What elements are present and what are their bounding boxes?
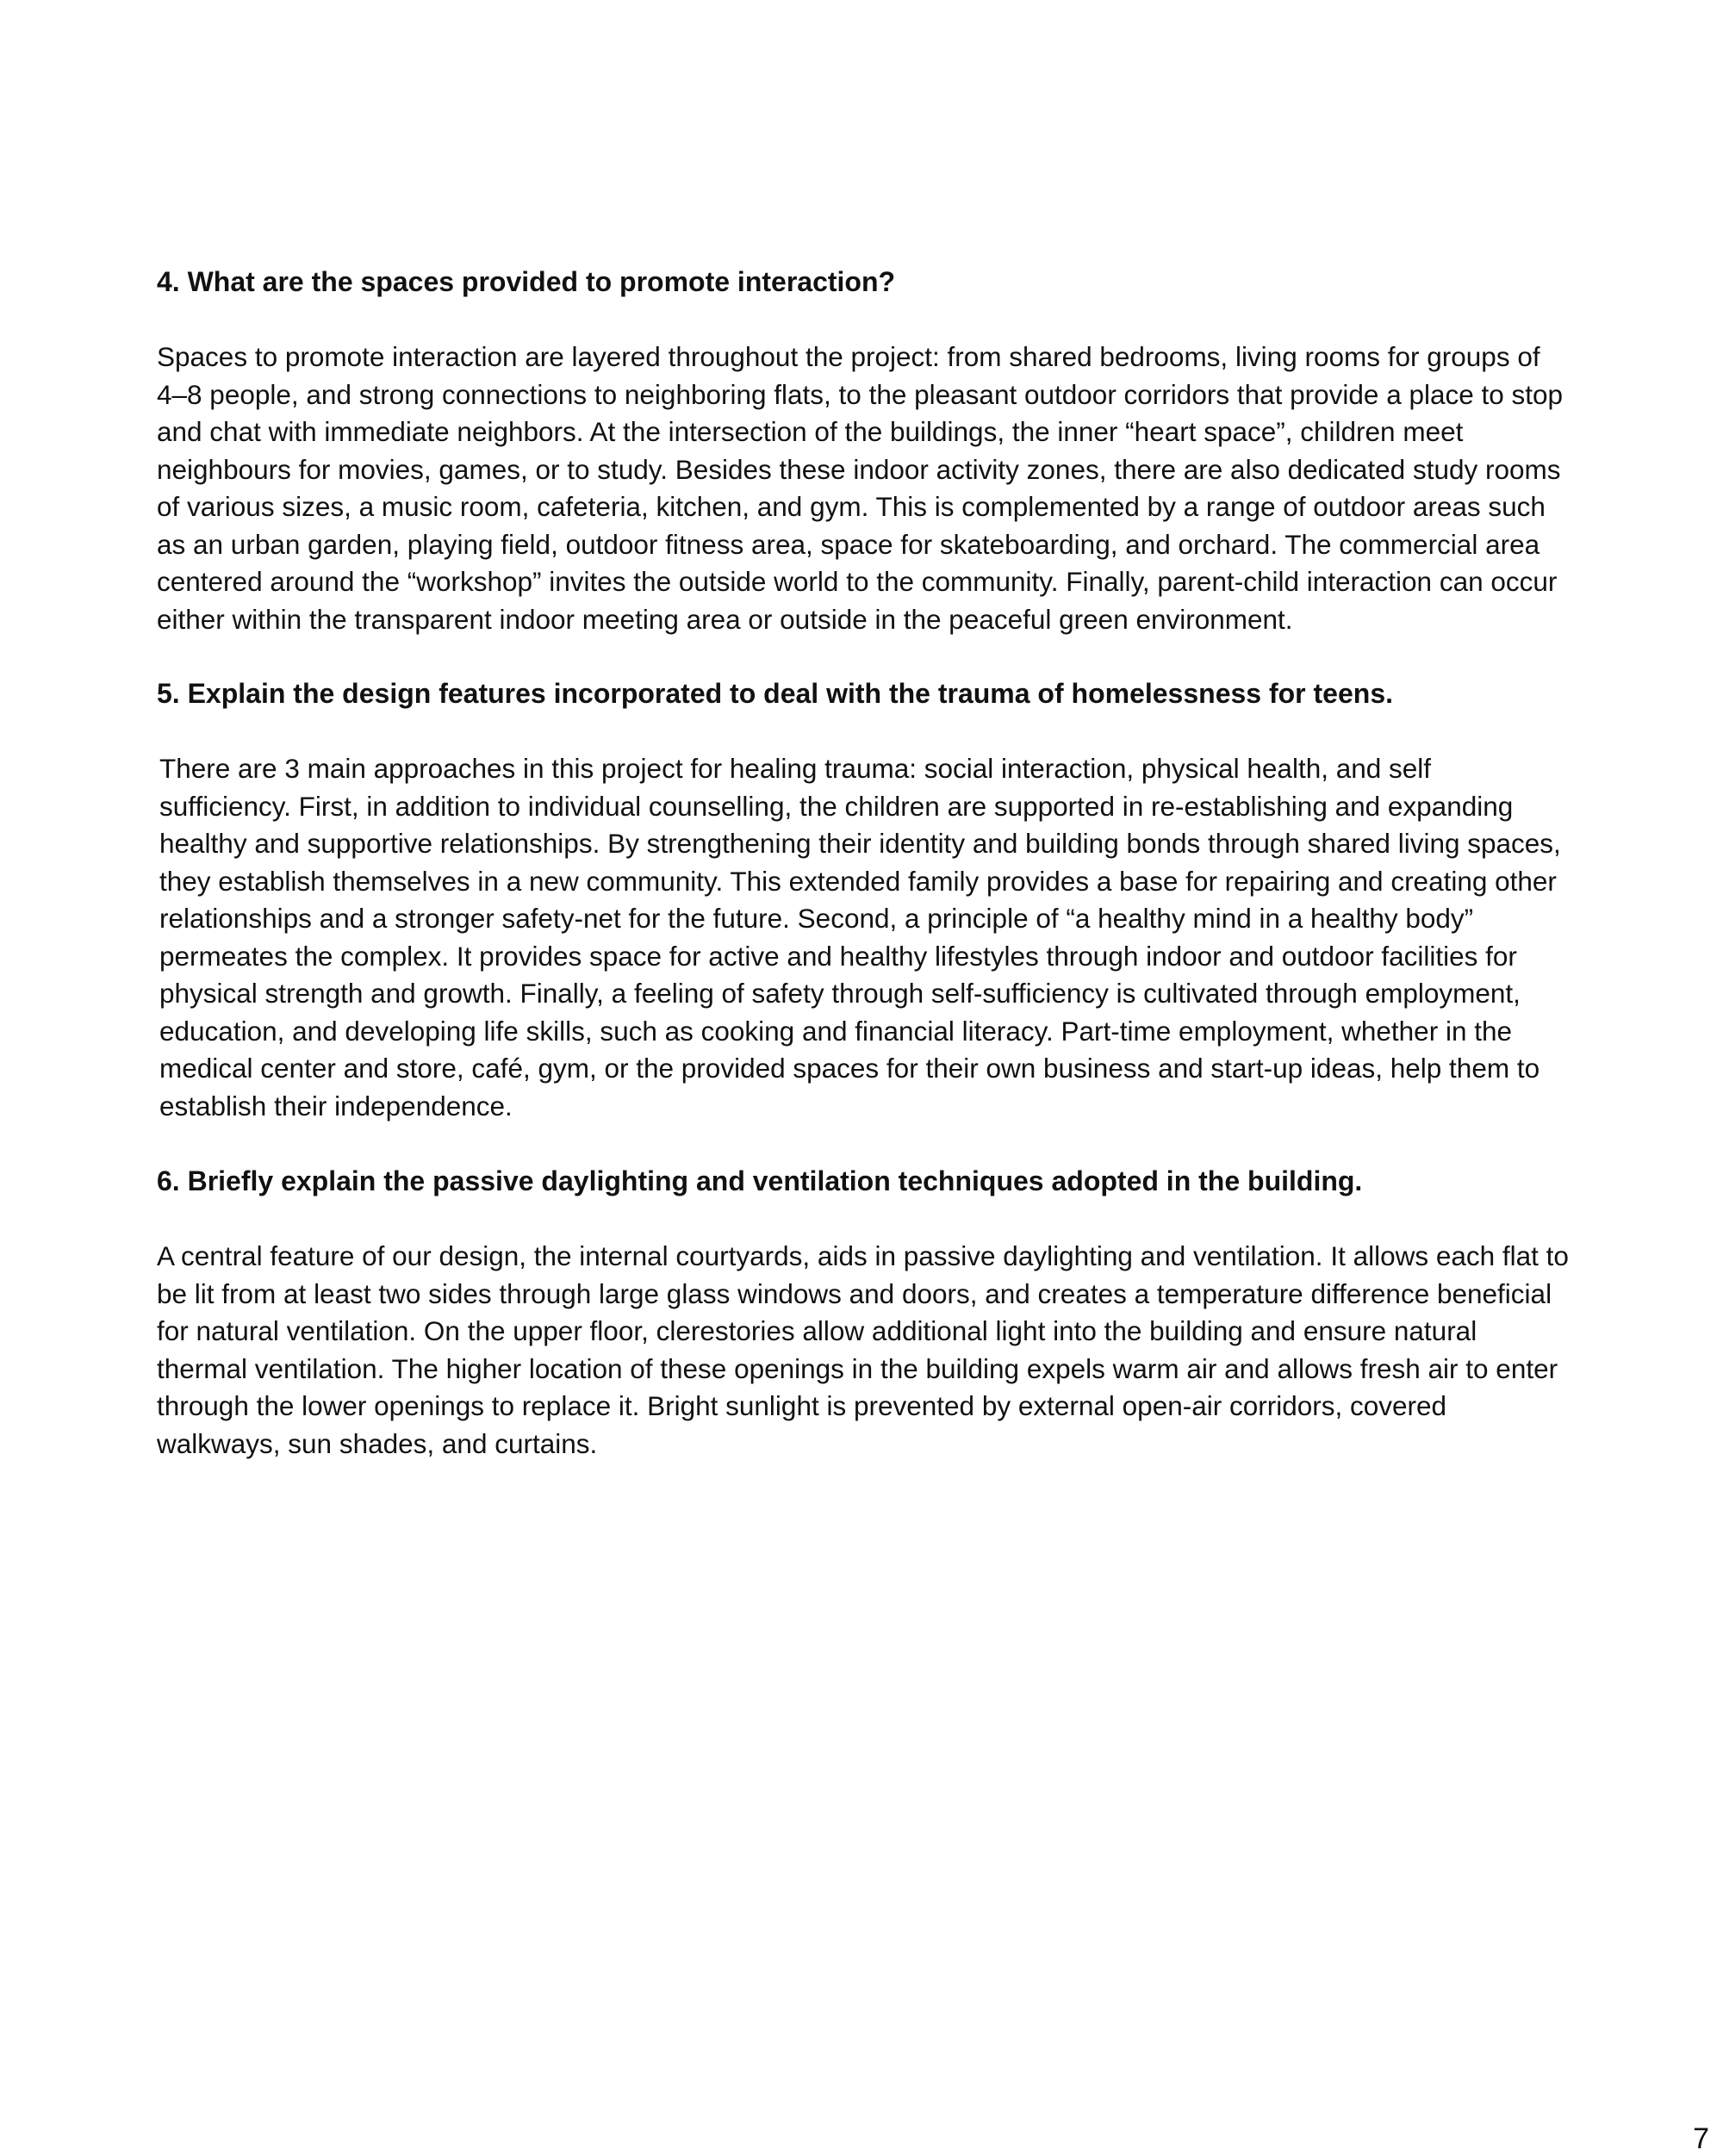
answer-6-paragraph: A central feature of our design, the internal courtyards, aids in passive daylighting and ventilation. It allows each flat to be lit from at least two sides through large glass windows and doors, and creates a temperature difference beneficial for natural ventilation. On the upper floor, clerestories allow additional light into the building and ensure natural thermal ventilation. The higher location of these openings in the building expels warm air and allows fresh air to enter through the lower openings to replace it. Bright sunlight is prevented by external open-air corridors, covered walkways, sun shades, and curtains. (157, 1240, 1569, 1459)
page-number: 7 (1693, 2122, 1709, 2155)
document-body (157, 263, 1570, 1463)
question-5-heading: 5. Explain the design features incorporated to deal with the trauma of homelessness for teens. (157, 678, 1393, 709)
question-6-heading: 6. Briefly explain the passive daylighting and ventilation techniques adopted in the building. (157, 1165, 1363, 1196)
answer-5-paragraph: There are 3 main approaches in this project for healing trauma: social interaction, physical health, and self sufficiency. First, in addition to individual counselling, the children are supported in re-establishing and expanding healthy and supportive relationships. By strengthening their identity and building bonds through shared living spaces, they establish themselves in a new community. This extended family provides a base for repairing and creating other relationships and a stronger safety-net for the future. Second, a principle of “a healthy mind in a healthy body” permeates the complex. It provides space for active and healthy lifestyles through indoor and outdoor facilities for physical strength and growth. Finally, a feeling of safety through self-sufficiency is cultivated through employment, education, and developing life skills, such as cooking and financial literacy. Part-time employment, whether in the medical center and store, café, gym, or the provided spaces for their own business and start-up ideas, help them to establish their independence. (159, 753, 1561, 1121)
question-4-heading: 4. What are the spaces provided to promote interaction? (157, 266, 896, 297)
answer-4-paragraph: Spaces to promote interaction are layered throughout the project: from shared bedrooms, living rooms for groups of 4–8 people, and strong connections to neighboring flats, to the pleasant outdoor corridors that provide a place to stop and chat with immediate neighbors. At the intersection of the buildings, the inner “heart space”, children meet neighbours for movies, games, or to study. Besides these indoor activity zones, there are also dedicated study rooms of various sizes, a music room, cafeteria, kitchen, and gym. This is complemented by a range of outdoor areas such as an urban garden, playing field, outdoor fitness area, space for skateboarding, and orchard. The commercial area centered around the “workshop” invites the outside world to the community. Finally, parent-child interaction can occur either within the transparent indoor meeting area or outside in the peaceful green environment. (157, 341, 1564, 635)
